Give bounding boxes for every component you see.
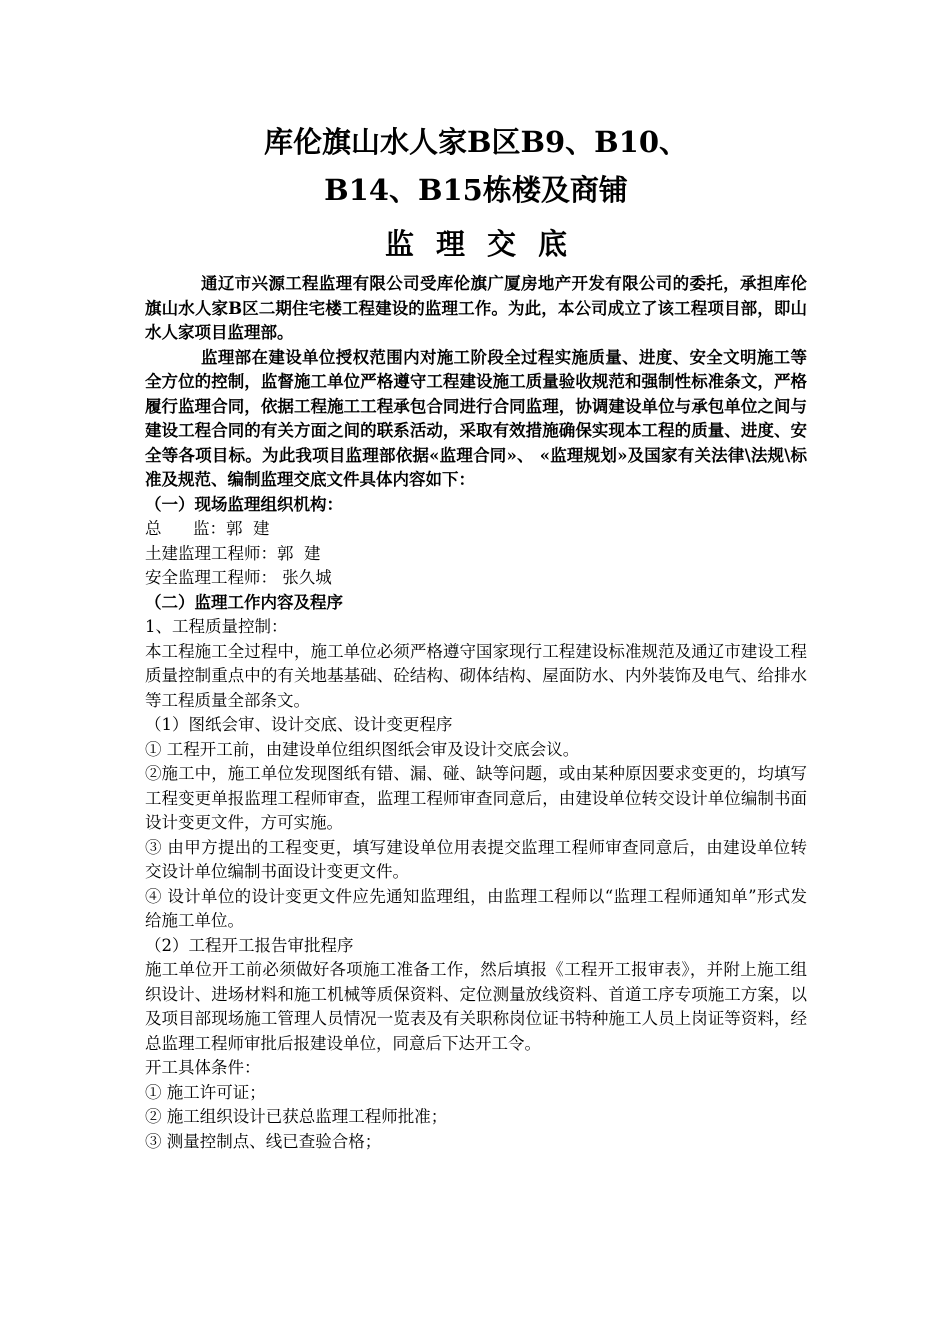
staff-name: 张久城 [277, 568, 332, 587]
intro-paragraph-2: 监理部在建设单位授权范围内对施工阶段全过程实施质量、进度、安全文明施工等全方位的控制，监督施工单位严格遵守工程建设施工质量验收规范和强制性标准条文，严格履行监理合同，依据工程施工工程承包合同进行合同监理，协调建设单位与承包单位之间与建设工程合同的有关方面之间的联系活动，采取有效措施确保实现本工程的质量、进度、安全等各项目标。为此我项目监理部依据«监理合同»、 «监理规划»及国家有关法律\法规\标准及规范、编制监理交底文件具体内容如下： [145, 347, 807, 489]
sub-1-item: ① 工程开工前，由建设单位组织图纸会审及设计交底会议。 [145, 739, 580, 759]
staff-row [145, 517, 807, 542]
document-title-line-1: 库伦旗山水人家B区B9、B10、 [263, 125, 689, 159]
item-1-heading: 1、工程质量控制： [145, 617, 288, 636]
staff-name: 郭 建 [277, 543, 321, 563]
item-1-text: 本工程施工全过程中，施工单位必须严格遵守国家现行工程建设标准规范及通辽市建设工程质量控制重点中的有关地基基础、砼结构、砌体结构、屋面防水、内外装饰及电气、给排水等工程质量全部条文。 [145, 641, 807, 710]
document-title-line-2: B14、B15栋楼及商铺 [324, 173, 628, 207]
document-body [145, 272, 807, 1154]
section-1-heading: （一）现场监理组织机构： [145, 494, 343, 514]
condition-item: ③ 测量控制点、线已查验合格； [145, 1131, 382, 1151]
sub-2-text: 施工单位开工前必须做好各项施工准备工作，然后填报《工程开工报审表》，并附上施工组织设计、进场材料和施工机械等质保资料、定位测量放线资料、首道工序专项施工方案，以及项目部现场施工管理人员情况一览表及有关职称岗位证书特种施工人员上岗证等资料，经总监理工程师审批后报建设单位，同意后下达开工令。 [145, 960, 807, 1053]
staff-role: 总 监： [145, 519, 226, 538]
sub-1-item: ③ 由甲方提出的工程变更，填写建设单位用表提交监理工程师审查同意后，由建设单位转交设计单位编制书面设计变更文件。 [145, 837, 807, 881]
section-2-heading: （二）监理工作内容及程序 [145, 592, 343, 612]
condition-item: ① 施工许可证； [145, 1082, 266, 1102]
intro-paragraph-1: 通辽市兴源工程监理有限公司受库伦旗广厦房地产开发有限公司的委托，承担库伦旗山水人家B区二期住宅楼工程建设的监理工作。为此，本公司成立了该工程项目部，即山水人家项目监理部。 [145, 274, 807, 342]
staff-row [145, 542, 807, 567]
document-page [145, 118, 807, 1154]
document-title-line-3: 监理交底 [384, 227, 589, 261]
sub-2-heading: （2）工程开工报告审批程序 [145, 935, 354, 955]
staff-role: 土建监理工程师： [145, 543, 277, 563]
staff-role: 安全监理工程师： [145, 568, 277, 587]
staff-name: 郭 建 [225, 519, 270, 538]
sub-1-item: ④ 设计单位的设计变更文件应先通知监理组，由监理工程师以“监理工程师通知单”形式发给施工单位。 [145, 886, 807, 930]
staff-row [145, 566, 807, 591]
condition-item: ② 施工组织设计已获总监理工程师批准； [145, 1107, 448, 1126]
sub-1-heading: （1）图纸会审、设计交底、设计变更程序 [145, 715, 453, 734]
conditions-heading: 开工具体条件： [145, 1058, 261, 1077]
sub-1-item: ②施工中，施工单位发现图纸有错、漏、碰、缺等问题，或由某种原因要求变更的，均填写工程变更单报监理工程师审查，监理工程师审查同意后，由建设单位转交设计单位编制书面设计变更文件，方可实施。 [145, 764, 807, 832]
